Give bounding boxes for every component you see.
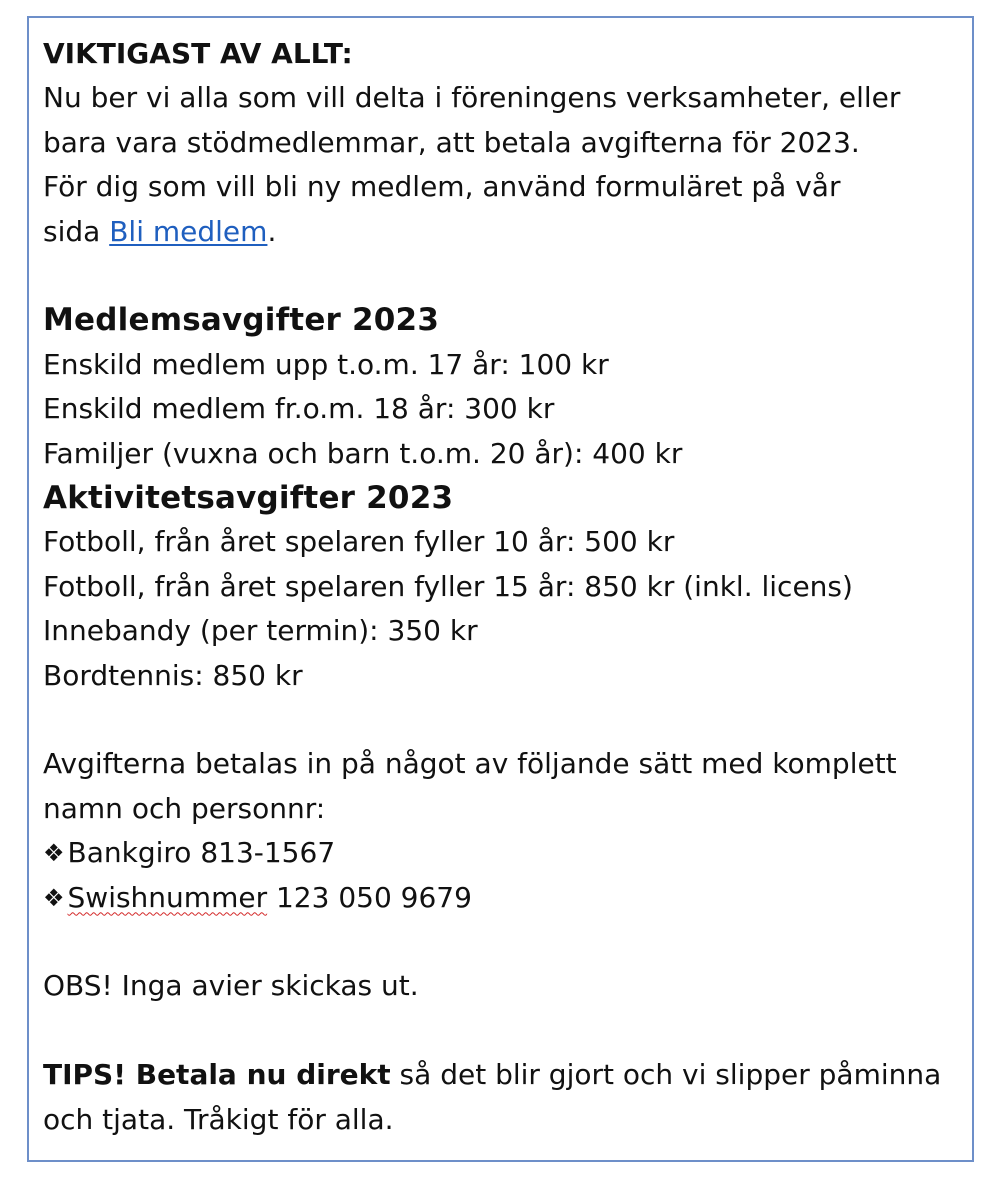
intro-line: bara vara stödmedlemmar, att betala avgifterna för 2023. [43, 125, 860, 159]
payment-bankgiro [43, 831, 962, 875]
spacer [43, 920, 962, 964]
membership-item: Familjer (vuxna och barn t.o.m. 20 år): 400 kr [43, 436, 683, 470]
swish-word: Swishnummer [67, 880, 268, 914]
intro-line: Nu ber vi alla som vill delta i föreningens verksamheter, eller [43, 81, 901, 115]
intro-link-line [43, 210, 962, 254]
membership-item: Enskild medlem upp t.o.m. 17 år: 100 kr [43, 347, 609, 381]
activities-heading: Aktivitetsavgifter 2023 [43, 480, 454, 517]
spacer [43, 1009, 962, 1053]
tips-rest: så det blir gjort och vi slipper påminna [390, 1058, 942, 1092]
notice-content [43, 32, 962, 1142]
diamond-bullet-icon: ❖ [43, 839, 65, 868]
activity-item: Fotboll, från året spelaren fyller 15 år: 850 kr (inkl. licens) [43, 569, 853, 603]
activity-item: Fotboll, från året spelaren fyller 10 år: 500 kr [43, 525, 675, 559]
notice-title: VIKTIGAST AV ALLT: [43, 37, 353, 70]
tips-line [43, 1053, 962, 1097]
payment-swish [43, 876, 962, 920]
link-prefix: sida [43, 214, 110, 248]
activity-item: Bordtennis: 850 kr [43, 658, 303, 692]
tips-bold: TIPS! Betala nu direkt [43, 1058, 391, 1092]
obs-text: OBS! Inga avier skickas ut. [43, 969, 419, 1003]
swish-number: 123 050 9679 [267, 880, 472, 914]
tips-line: och tjata. Tråkigt för alla. [43, 1102, 394, 1136]
notice-box [27, 16, 974, 1162]
intro-line: För dig som vill bli ny medlem, använd formuläret på vår [43, 170, 841, 204]
membership-item: Enskild medlem fr.o.m. 18 år: 300 kr [43, 392, 555, 426]
membership-heading: Medlemsavgifter 2023 [43, 302, 440, 339]
bli-medlem-link[interactable]: Bli medlem [109, 214, 268, 248]
diamond-bullet-icon: ❖ [43, 883, 65, 912]
link-suffix: . [267, 214, 277, 248]
payment-line: Avgifterna betalas in på något av följande sätt med komplett [43, 747, 897, 781]
bankgiro-text: Bankgiro 813-1567 [67, 836, 336, 870]
spacer [43, 254, 962, 298]
spacer [43, 698, 962, 742]
payment-line: namn och personnr: [43, 791, 326, 825]
activity-item: Innebandy (per termin): 350 kr [43, 614, 478, 648]
